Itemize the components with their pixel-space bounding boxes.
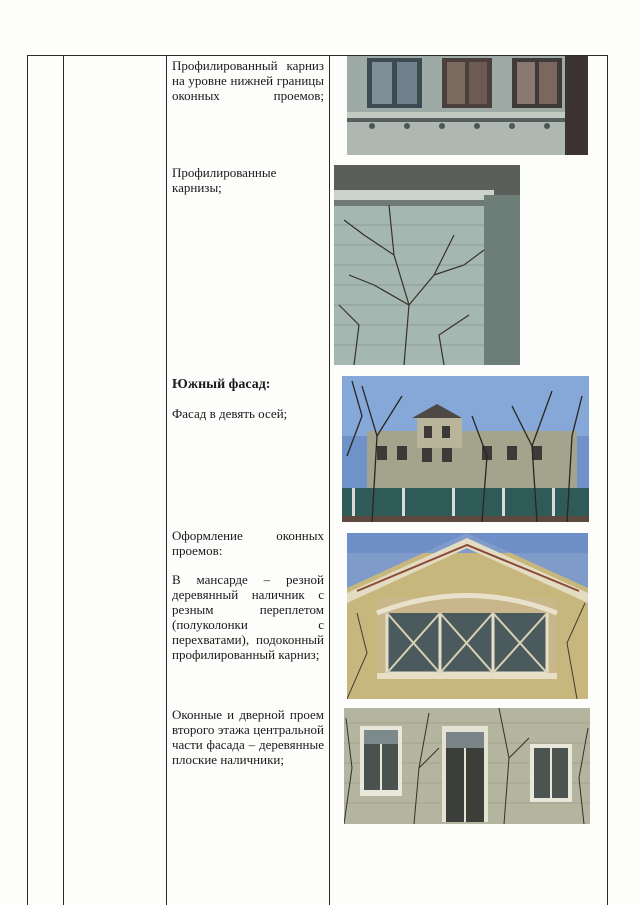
- photo-mansard-window: [347, 533, 588, 699]
- row-2-description: Профилированные карнизы;: [172, 165, 277, 195]
- table-border-left: [27, 55, 28, 905]
- row-3-text: [172, 377, 324, 421]
- table-border-right: [607, 55, 608, 905]
- row-3-description: Фасад в девять осей;: [172, 406, 288, 421]
- photo-icon: [344, 708, 590, 824]
- photo-icon: [347, 56, 588, 155]
- row-1-description: Профилированный карниз на уровне нижней границы оконных проемов;: [172, 58, 324, 103]
- row-1-text: [172, 58, 324, 103]
- row-5-description: Оконные и дверной проем второго этажа центральной части фасада – деревянные плоские наличники;: [172, 707, 324, 767]
- photo-icon: [334, 165, 520, 365]
- photo-icon: [342, 376, 589, 522]
- photo-icon: [347, 533, 588, 699]
- row-4-subheading: Оформление оконных проемов:: [172, 528, 324, 558]
- row-5-text: [172, 707, 324, 767]
- row-2-text: [172, 165, 324, 195]
- row-4-description: В мансарде – резной деревянный наличник с резным переплетом (полуколонки с перехватами), подоконный профилированный карниз;: [172, 572, 324, 662]
- table-border-col3: [166, 55, 167, 905]
- photo-profiled-cornices: [334, 165, 520, 365]
- section-heading-south-facade: Южный фасад:: [172, 377, 271, 392]
- photo-cornice-window-level: [347, 56, 588, 155]
- row-4-text: [172, 528, 324, 662]
- photo-central-openings: [344, 708, 590, 824]
- photo-south-facade: [342, 376, 589, 522]
- table-border-col2: [63, 55, 64, 905]
- table-border-col4: [329, 55, 330, 905]
